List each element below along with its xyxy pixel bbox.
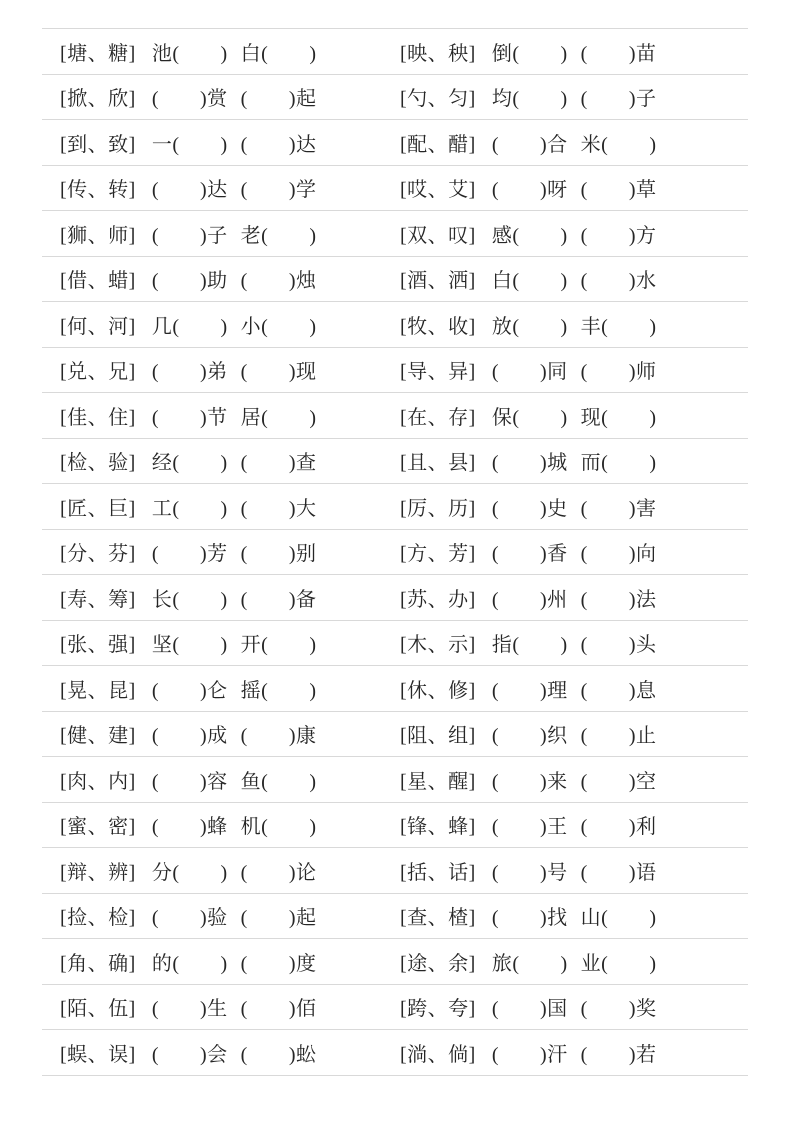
exercise-cell-left [42,810,400,839]
exercise-cell-right [400,674,748,703]
fill-in-blank-phrase-1: ( )赏 [151,88,228,111]
character-pair-options: [途、余] [400,952,476,975]
exercise-cell-right [400,1038,748,1067]
exercise-cell-right [400,628,748,657]
fill-in-blank-phrase-1: ( )香 [491,543,568,566]
exercise-row [42,439,748,485]
exercise-cell-left [42,1038,400,1067]
character-pair-options: [到、致] [60,133,136,156]
fill-in-blank-phrase-2: ( )向 [580,543,657,566]
fill-in-blank-phrase-1: 一( ) [151,133,228,156]
fill-in-blank-phrase-1: ( )仑 [151,679,228,702]
fill-in-blank-phrase-1: 的( ) [151,952,228,975]
character-pair-options: [角、确] [60,952,136,975]
character-pair-options: [蜜、密] [60,816,136,839]
character-pair-options: [塘、糖] [60,42,136,65]
character-pair-options: [晃、昆] [60,679,136,702]
character-pair-options: [淌、倘] [400,1043,476,1066]
exercise-cell-right [400,310,748,339]
exercise-cell-left [42,583,400,612]
fill-in-blank-phrase-2: 米( ) [580,133,657,156]
fill-in-blank-phrase-1: ( )国 [491,998,568,1021]
fill-in-blank-phrase-2: 现( ) [580,406,657,429]
fill-in-blank-phrase-1: 坚( ) [151,634,228,657]
character-pair-options: [休、修] [400,679,476,702]
fill-in-blank-phrase-1: ( )生 [151,998,228,1021]
exercise-cell-left [42,901,400,930]
fill-in-blank-phrase-2: ( )利 [580,816,657,839]
fill-in-blank-phrase-2: ( )若 [580,1043,657,1066]
fill-in-blank-phrase-2: ( )达 [240,133,317,156]
fill-in-blank-phrase-1: ( )州 [491,588,568,611]
character-pair-options: [张、强] [60,634,136,657]
fill-in-blank-phrase-2: ( )蚣 [240,1043,317,1066]
exercise-cell-left [42,628,400,657]
exercise-row [42,166,748,212]
fill-in-blank-phrase-1: ( )会 [151,1043,228,1066]
character-pair-options: [陌、伍] [60,998,136,1021]
fill-in-blank-phrase-1: 均( ) [491,88,568,111]
character-pair-options: [哎、艾] [400,179,476,202]
fill-in-blank-phrase-1: ( )理 [491,679,568,702]
fill-in-blank-phrase-2: ( )现 [240,361,317,384]
exercise-cell-left [42,719,400,748]
character-pair-options: [佳、住] [60,406,136,429]
fill-in-blank-phrase-1: 几( ) [151,315,228,338]
character-pair-options: [配、醋] [400,133,476,156]
character-pair-options: [分、芬] [60,543,136,566]
fill-in-blank-phrase-2: 山( ) [580,907,657,930]
exercise-cell-left [42,310,400,339]
fill-in-blank-phrase-2: ( )语 [580,861,657,884]
character-pair-options: [牧、收] [400,315,476,338]
exercise-cell-right [400,37,748,66]
exercise-cell-left [42,537,400,566]
exercise-cell-right [400,264,748,293]
exercise-row [42,985,748,1031]
character-pair-options: [捡、检] [60,907,136,930]
exercise-row [42,666,748,712]
exercise-cell-left [42,674,400,703]
fill-in-blank-phrase-2: 机( ) [240,816,317,839]
fill-in-blank-phrase-2: ( )起 [240,907,317,930]
fill-in-blank-phrase-2: ( )烛 [240,270,317,293]
exercise-cell-left [42,128,400,157]
exercise-row [42,530,748,576]
fill-in-blank-phrase-2: ( )康 [240,725,317,748]
exercise-row [42,575,748,621]
character-pair-options: [蜈、误] [60,1043,136,1066]
fill-in-blank-phrase-1: 倒( ) [491,42,568,65]
character-pair-options: [阻、组] [400,725,476,748]
fill-in-blank-phrase-1: 白( ) [491,270,568,293]
fill-in-blank-phrase-2: ( )佰 [240,998,317,1021]
fill-in-blank-phrase-1: ( )节 [151,406,228,429]
exercise-row [42,29,748,75]
exercise-cell-left [42,401,400,430]
fill-in-blank-phrase-1: ( )助 [151,270,228,293]
fill-in-blank-phrase-2: 鱼( ) [240,770,317,793]
character-pair-options: [括、话] [400,861,476,884]
fill-in-blank-phrase-2: ( )息 [580,679,657,702]
fill-in-blank-phrase-2: 丰( ) [580,315,657,338]
exercise-cell-left [42,992,400,1021]
fill-in-blank-phrase-2: ( )子 [580,88,657,111]
character-pair-options: [何、河] [60,315,136,338]
character-pair-options: [木、示] [400,634,476,657]
exercise-cell-right [400,765,748,794]
fill-in-blank-phrase-1: 池( ) [151,42,228,65]
fill-in-blank-phrase-2: ( )度 [240,952,317,975]
fill-in-blank-phrase-2: ( )奖 [580,998,657,1021]
fill-in-blank-phrase-1: 保( ) [491,406,568,429]
fill-in-blank-phrase-2: ( )别 [240,543,317,566]
fill-in-blank-phrase-1: ( )找 [491,907,568,930]
character-pair-options: [映、秧] [400,42,476,65]
exercise-cell-left [42,37,400,66]
fill-in-blank-phrase-1: ( )史 [491,497,568,520]
character-pair-options: [且、县] [400,452,476,475]
fill-in-blank-phrase-2: 开( ) [240,634,317,657]
exercise-cell-left [42,446,400,475]
fill-in-blank-phrase-1: ( )来 [491,770,568,793]
character-pair-options: [厉、历] [400,497,476,520]
fill-in-blank-phrase-2: ( )止 [580,725,657,748]
fill-in-blank-phrase-2: ( )草 [580,179,657,202]
fill-in-blank-phrase-1: ( )验 [151,907,228,930]
fill-in-blank-phrase-1: 指( ) [491,634,568,657]
fill-in-blank-phrase-1: ( )织 [491,725,568,748]
fill-in-blank-phrase-1: ( )弟 [151,361,228,384]
character-pair-options: [查、楂] [400,907,476,930]
fill-in-blank-phrase-1: ( )合 [491,133,568,156]
exercise-cell-right [400,173,748,202]
character-pair-options: [酒、洒] [400,270,476,293]
exercise-cell-left [42,219,400,248]
exercise-row [42,1030,748,1076]
exercise-cell-left [42,355,400,384]
exercise-cell-left [42,765,400,794]
exercise-row [42,712,748,758]
character-pair-options: [辩、辨] [60,861,136,884]
fill-in-blank-phrase-2: 而( ) [580,452,657,475]
exercise-cell-right [400,901,748,930]
fill-in-blank-phrase-1: ( )子 [151,224,228,247]
exercise-cell-right [400,492,748,521]
character-pair-options: [方、芳] [400,543,476,566]
character-pair-options: [双、叹] [400,224,476,247]
character-pair-options: [健、建] [60,725,136,748]
fill-in-blank-phrase-1: ( )容 [151,770,228,793]
character-pair-options: [兑、兄] [60,361,136,384]
exercise-row [42,393,748,439]
exercise-cell-right [400,401,748,430]
fill-in-blank-phrase-2: 业( ) [580,952,657,975]
fill-in-blank-phrase-1: 分( ) [151,861,228,884]
exercise-cell-right [400,856,748,885]
character-pair-options: [勺、匀] [400,88,476,111]
fill-in-blank-phrase-2: ( )空 [580,770,657,793]
fill-in-blank-phrase-2: ( )学 [240,179,317,202]
exercise-cell-right [400,947,748,976]
fill-in-blank-phrase-2: ( )头 [580,634,657,657]
character-pair-options: [匠、巨] [60,497,136,520]
character-pair-options: [检、验] [60,452,136,475]
fill-in-blank-phrase-1: 旅( ) [491,952,568,975]
fill-in-blank-phrase-2: ( )大 [240,497,317,520]
exercise-cell-right [400,128,748,157]
character-pair-options: [肉、内] [60,770,136,793]
fill-in-blank-phrase-1: 工( ) [151,497,228,520]
exercise-cell-right [400,355,748,384]
fill-in-blank-phrase-2: ( )论 [240,861,317,884]
worksheet-body [42,28,748,1076]
fill-in-blank-phrase-1: ( )王 [491,816,568,839]
fill-in-blank-phrase-1: ( )汗 [491,1043,568,1066]
fill-in-blank-phrase-1: 长( ) [151,588,228,611]
character-pair-options: [寿、筹] [60,588,136,611]
fill-in-blank-phrase-2: ( )查 [240,452,317,475]
character-pair-options: [锋、蜂] [400,816,476,839]
fill-in-blank-phrase-2: 居( ) [240,406,317,429]
character-pair-options: [传、转] [60,179,136,202]
exercise-cell-right [400,992,748,1021]
character-pair-options: [掀、欣] [60,88,136,111]
fill-in-blank-phrase-2: ( )方 [580,224,657,247]
exercise-cell-left [42,947,400,976]
fill-in-blank-phrase-2: 小( ) [240,315,317,338]
exercise-row [42,894,748,940]
exercise-row [42,257,748,303]
fill-in-blank-phrase-2: 白( ) [240,42,317,65]
fill-in-blank-phrase-2: ( )苗 [580,42,657,65]
exercise-row [42,120,748,166]
fill-in-blank-phrase-1: ( )呀 [491,179,568,202]
exercise-cell-left [42,492,400,521]
exercise-cell-right [400,446,748,475]
exercise-row [42,803,748,849]
exercise-cell-right [400,219,748,248]
character-pair-options: [跨、夸] [400,998,476,1021]
character-pair-options: [在、存] [400,406,476,429]
exercise-cell-left [42,82,400,111]
fill-in-blank-phrase-1: 经( ) [151,452,228,475]
exercise-cell-right [400,810,748,839]
fill-in-blank-phrase-1: ( )蜂 [151,816,228,839]
exercise-cell-right [400,537,748,566]
fill-in-blank-phrase-2: 老( ) [240,224,317,247]
fill-in-blank-phrase-2: ( )起 [240,88,317,111]
exercise-cell-left [42,264,400,293]
exercise-row [42,621,748,667]
character-pair-options: [借、蜡] [60,270,136,293]
exercise-row [42,939,748,985]
exercise-row [42,848,748,894]
character-pair-options: [星、醒] [400,770,476,793]
exercise-row [42,211,748,257]
exercise-cell-right [400,719,748,748]
exercise-row [42,757,748,803]
fill-in-blank-phrase-2: ( )水 [580,270,657,293]
fill-in-blank-phrase-2: ( )法 [580,588,657,611]
exercise-cell-right [400,82,748,111]
exercise-row [42,348,748,394]
exercise-cell-left [42,856,400,885]
exercise-row [42,302,748,348]
character-pair-options: [苏、办] [400,588,476,611]
exercise-cell-right [400,583,748,612]
character-pair-options: [导、异] [400,361,476,384]
fill-in-blank-phrase-2: ( )害 [580,497,657,520]
exercise-row [42,75,748,121]
fill-in-blank-phrase-1: ( )号 [491,861,568,884]
fill-in-blank-phrase-1: 放( ) [491,315,568,338]
fill-in-blank-phrase-2: 摇( ) [240,679,317,702]
exercise-cell-left [42,173,400,202]
fill-in-blank-phrase-2: ( )备 [240,588,317,611]
fill-in-blank-phrase-1: ( )达 [151,179,228,202]
fill-in-blank-phrase-1: ( )同 [491,361,568,384]
fill-in-blank-phrase-1: ( )成 [151,725,228,748]
character-pair-options: [狮、师] [60,224,136,247]
exercise-row [42,484,748,530]
fill-in-blank-phrase-1: 感( ) [491,224,568,247]
fill-in-blank-phrase-1: ( )城 [491,452,568,475]
fill-in-blank-phrase-2: ( )师 [580,361,657,384]
fill-in-blank-phrase-1: ( )芳 [151,543,228,566]
